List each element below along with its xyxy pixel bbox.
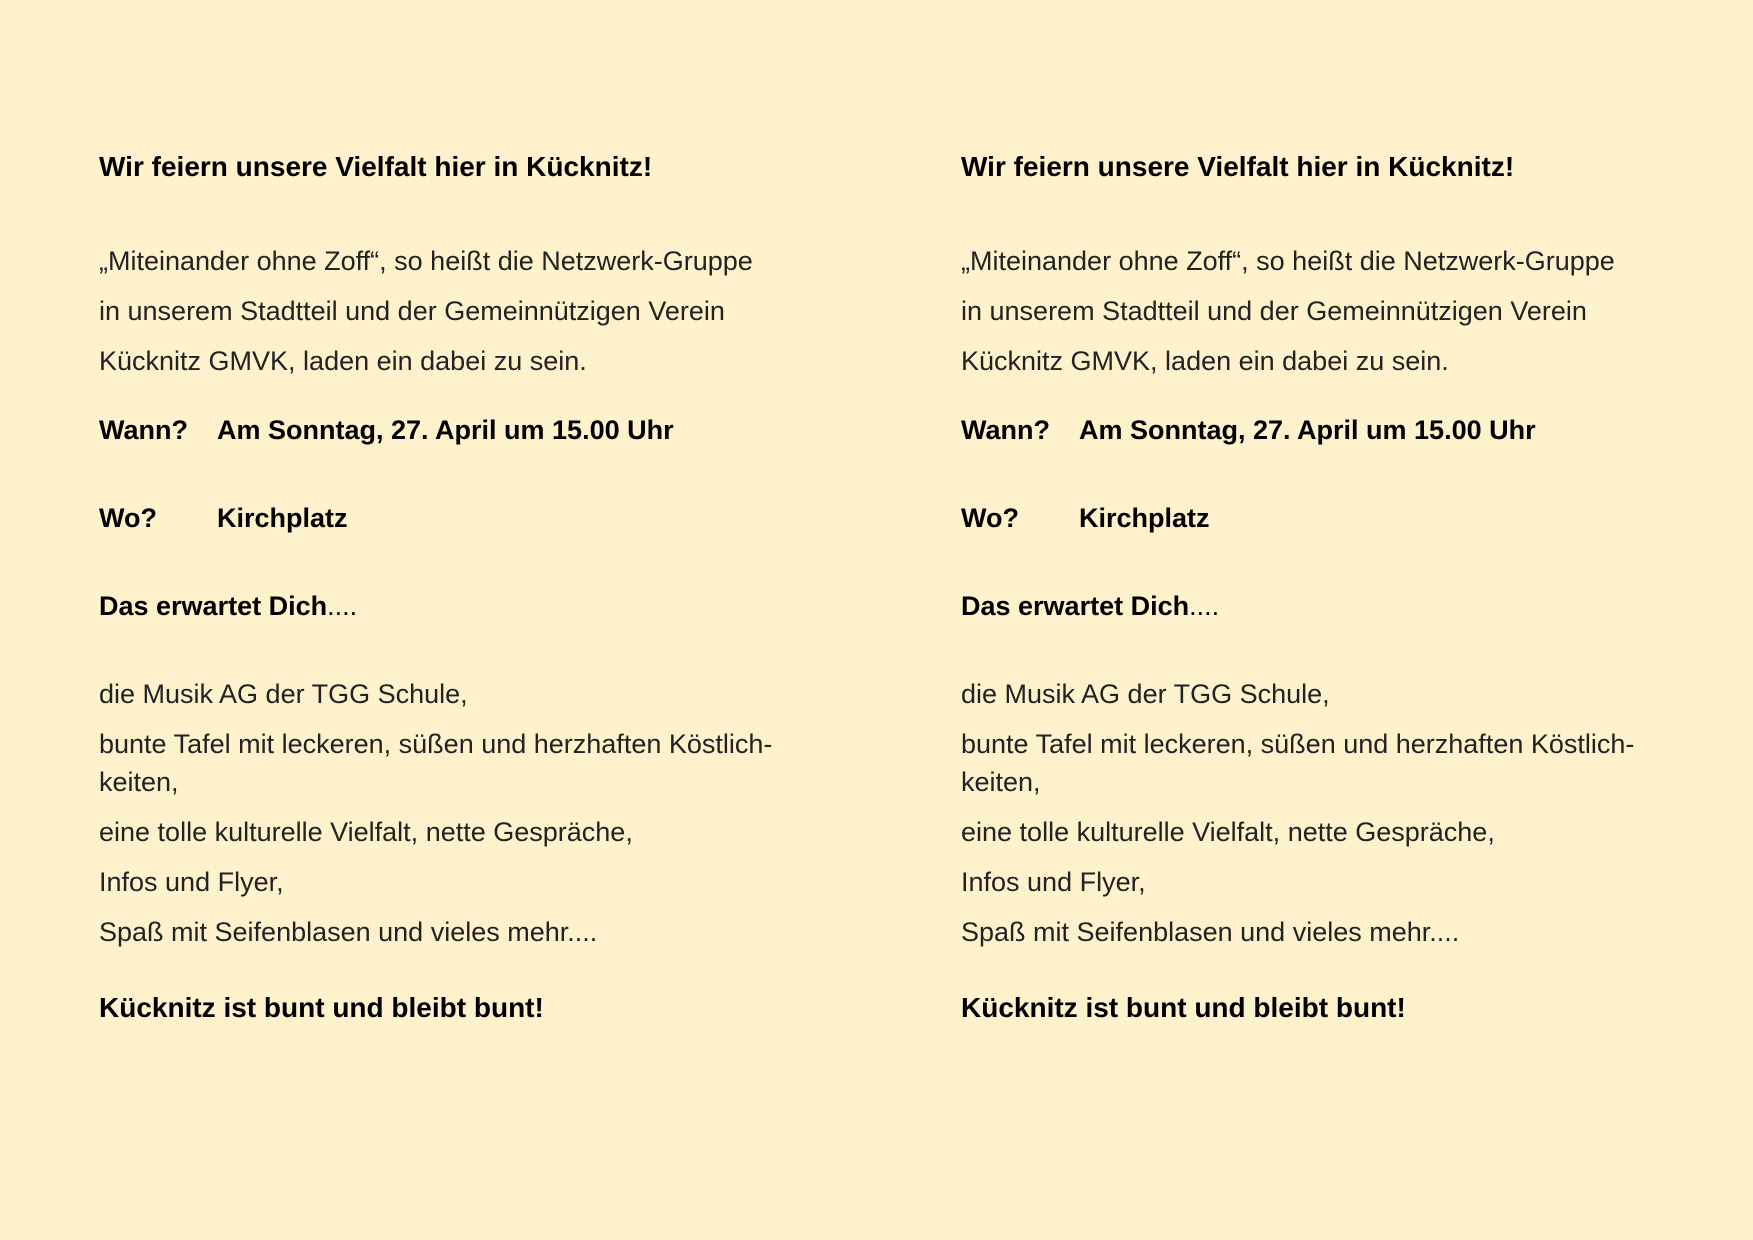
expect-ellipsis: .... [1189,591,1220,622]
intro-line: in unserem Stadtteil und der Gemeinnützigen Verein [961,295,1587,326]
where-value: Kirchplatz [217,502,348,533]
list-item: bunte Tafel mit leckeren, süßen und herzhaften Köstlich-keiten, [99,728,773,797]
list-item: Infos und Flyer, [961,866,1146,897]
when-value: Am Sonntag, 27. April um 15.00 Uhr [1079,414,1536,445]
intro-line: in unserem Stadtteil und der Gemeinnützigen Verein [99,295,725,326]
when-value: Am Sonntag, 27. April um 15.00 Uhr [217,414,674,445]
flyer-heading: Wir feiern unsere Vielfalt hier in Kücknitz! [99,151,653,182]
expect-heading [99,590,799,622]
expect-label: Das erwartet Dich [961,591,1190,622]
intro-line: Kücknitz GMVK, laden ein dabei zu sein. [961,345,1449,376]
flyer-intro [961,236,1661,386]
flyer-heading: Wir feiern unsere Vielfalt hier in Kücknitz! [961,151,1515,182]
when-row [99,414,799,446]
list-item: bunte Tafel mit leckeren, süßen und herzhaften Köstlich-keiten, [961,728,1635,797]
expect-heading [961,590,1661,622]
list-item: Spaß mit Seifenblasen und vieles mehr.... [99,916,598,947]
where-value: Kirchplatz [1079,502,1210,533]
closing-slogan: Kücknitz ist bunt und bleibt bunt! [99,991,544,1023]
when-label: Wann? [99,414,188,445]
when-label: Wann? [961,414,1050,445]
intro-line: „Miteinander ohne Zoff“, so heißt die Netzwerk-Gruppe [99,245,753,276]
list-item: eine tolle kulturelle Vielfalt, nette Gespräche, [99,816,633,847]
flyer-column-right [961,150,1661,1024]
flyer-intro [99,236,799,386]
expect-ellipsis: .... [327,591,358,622]
closing-slogan: Kücknitz ist bunt und bleibt bunt! [961,991,1406,1023]
list-item: eine tolle kulturelle Vielfalt, nette Gespräche, [961,816,1495,847]
program-list [99,675,799,951]
list-item: Spaß mit Seifenblasen und vieles mehr.... [961,916,1460,947]
where-label: Wo? [99,502,157,533]
when-row [961,414,1661,446]
where-label: Wo? [961,502,1019,533]
where-row [99,502,799,534]
where-row [961,502,1661,534]
intro-line: Kücknitz GMVK, laden ein dabei zu sein. [99,345,587,376]
flyer-column-left [99,150,799,1024]
list-item: die Musik AG der TGG Schule, [961,678,1330,709]
list-item: Infos und Flyer, [99,866,284,897]
program-list [961,675,1661,951]
expect-label: Das erwartet Dich [99,591,328,622]
list-item: die Musik AG der TGG Schule, [99,678,468,709]
intro-line: „Miteinander ohne Zoff“, so heißt die Netzwerk-Gruppe [961,245,1615,276]
